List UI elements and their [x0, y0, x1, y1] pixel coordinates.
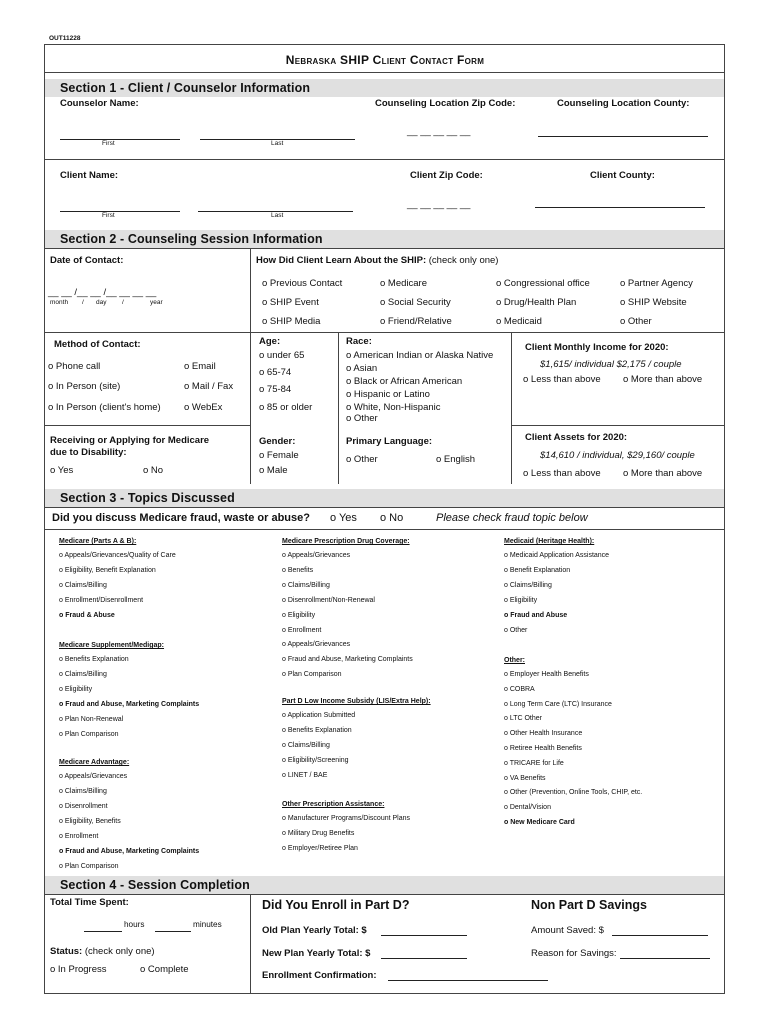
learn-option[interactable]: o Partner Agency: [620, 278, 693, 289]
medicare-ab-heading: Medicare (Parts A & B):: [59, 538, 137, 545]
client-county-field[interactable]: [535, 207, 705, 208]
learn-option[interactable]: o SHIP Media: [262, 316, 321, 327]
date-field[interactable]: __ __ /__ __ /__ __ __ __: [48, 287, 157, 298]
fraud-question: Did you discuss Medicare fraud, waste or abuse?: [52, 512, 310, 524]
date-label: Date of Contact:: [50, 255, 124, 266]
advantage-heading: Medicare Advantage:: [59, 759, 130, 766]
learn-option[interactable]: o Medicaid: [496, 316, 542, 327]
reason-label: Reason for Savings:: [531, 948, 617, 959]
other-heading: Other:: [504, 657, 525, 664]
client-zip-field[interactable]: __ __ __ __ __: [407, 199, 471, 210]
topic-option[interactable]: o New Medicare Card: [504, 819, 575, 826]
topic-option[interactable]: o Enrollment: [282, 626, 322, 634]
county-field[interactable]: [538, 136, 708, 137]
topic-option[interactable]: o TRICARE for Life: [504, 759, 564, 767]
last-caption: Last: [271, 140, 284, 147]
disability-yes[interactable]: o Yes: [50, 465, 74, 476]
learn-label: How Did Client Learn About the SHIP: (check only one): [256, 255, 499, 266]
gender-option[interactable]: o Male: [259, 465, 288, 476]
disability-label-2: due to Disability:: [50, 447, 127, 458]
assets-option[interactable]: o Less than above: [523, 468, 601, 479]
zip-label: Counseling Location Zip Code:: [375, 98, 516, 109]
topic-option[interactable]: o Eligibility: [504, 597, 538, 604]
savings-title: Non Part D Savings: [531, 898, 647, 912]
assets-option[interactable]: o More than above: [623, 468, 703, 479]
client-county-label: Client County:: [590, 170, 655, 181]
learn-option[interactable]: o SHIP Event: [262, 297, 319, 308]
topic-option[interactable]: o Claims/Billing: [504, 582, 552, 589]
age-option[interactable]: o 75-84: [259, 384, 292, 395]
topic-option[interactable]: o Long Term Care (LTC) Insurance: [504, 700, 612, 708]
disability-label: Receiving or Applying for Medicare: [50, 435, 210, 446]
topic-option[interactable]: o Claims/Billing: [59, 582, 107, 589]
topic-option[interactable]: o Plan Comparison: [59, 731, 119, 738]
method-option[interactable]: o WebEx: [184, 402, 223, 413]
topic-option[interactable]: o Enrollment: [59, 833, 99, 840]
new-plan-label: New Plan Yearly Total: $: [262, 948, 371, 959]
drug-coverage-heading: Medicare Prescription Drug Coverage:: [282, 538, 410, 545]
topic-option[interactable]: o Medicaid Application Assistance: [504, 552, 610, 559]
medigap-heading: Medicare Supplement/Medigap:: [59, 642, 165, 649]
gender-label: Gender:: [259, 436, 296, 447]
topic-option[interactable]: o Other: [504, 627, 528, 634]
income-option[interactable]: o Less than above: [523, 374, 601, 385]
method-option[interactable]: o Mail / Fax: [184, 381, 234, 392]
topic-option[interactable]: o Plan Comparison: [282, 671, 342, 679]
assets-label: Client Assets for 2020:: [525, 432, 628, 443]
race-label: Race:: [346, 336, 372, 347]
topic-option[interactable]: o Eligibility: [282, 611, 316, 619]
county-label: Counseling Location County:: [557, 98, 690, 109]
topic-option[interactable]: o Eligibility, Benefits: [59, 818, 121, 825]
minutes-field[interactable]: [155, 931, 191, 932]
status-complete[interactable]: o Complete: [140, 964, 189, 975]
client-first-field[interactable]: [60, 211, 180, 212]
status-label: Status: (check only one): [50, 946, 155, 957]
topic-option[interactable]: o Plan Non-Renewal: [59, 716, 124, 723]
topic-option[interactable]: o Manufacturer Programs/Discount Plans: [282, 815, 410, 822]
topic-option[interactable]: o Retiree Health Benefits: [504, 745, 582, 752]
race-option[interactable]: o Other: [346, 413, 378, 424]
topic-option[interactable]: o Fraud and Abuse, Marketing Complaints: [59, 701, 200, 708]
form-title: Nebraska SHIP Client Contact Form: [285, 53, 485, 67]
race-option[interactable]: o Hispanic or Latino: [346, 389, 430, 400]
client-name-label: Client Name:: [60, 170, 119, 181]
month-caption: month: [50, 299, 69, 306]
age-label: Age:: [259, 336, 281, 347]
topic-option[interactable]: o Benefits Explanation: [59, 656, 129, 663]
age-option[interactable]: o under 65: [259, 350, 305, 361]
amount-label: Amount Saved: $: [531, 925, 604, 936]
topic-option[interactable]: o Appeals/Grievances: [282, 552, 351, 559]
section-2-header: Section 2 - Counseling Session Information: [45, 230, 724, 248]
topic-option[interactable]: o Disenrollment/Non-Renewal: [282, 596, 375, 604]
topic-option[interactable]: o Appeals/Grievances/Quality of Care: [59, 552, 176, 559]
method-label: Method of Contact:: [54, 339, 141, 350]
topic-option[interactable]: o Claims/Billing: [282, 581, 330, 589]
language-option[interactable]: o English: [436, 454, 476, 465]
topic-option[interactable]: o Claims/Billing: [59, 671, 107, 678]
slash: /: [122, 299, 124, 306]
race-option[interactable]: o Black or African American: [346, 376, 463, 387]
form-id: OUT11228: [49, 35, 81, 42]
zip-field[interactable]: __ __ __ __ __: [407, 126, 471, 137]
topic-option[interactable]: o Other (Prevention, Online Tools, CHIP, etc.: [504, 789, 643, 797]
enroll-title: Did You Enroll in Part D?: [262, 898, 410, 912]
topic-option[interactable]: o Claims/Billing: [59, 788, 107, 795]
age-option[interactable]: o 65-74: [259, 367, 292, 378]
learn-option[interactable]: o Other: [620, 316, 652, 327]
topic-option[interactable]: o Appeals/Grievances: [59, 773, 128, 780]
topic-option[interactable]: o Application Submitted: [282, 712, 356, 719]
topic-option[interactable]: o Eligibility: [59, 686, 93, 693]
income-thresholds: $1,615/ individual $2,175 / couple: [540, 359, 682, 370]
topic-option[interactable]: o Claims/Billing: [282, 742, 330, 749]
other-rx-heading: Other Prescription Assistance:: [282, 801, 385, 808]
race-option[interactable]: o White, Non-Hispanic: [346, 402, 441, 413]
topic-option[interactable]: o Plan Comparison: [59, 863, 119, 870]
topic-option[interactable]: o LINET / BAE: [282, 772, 328, 779]
method-option[interactable]: o Email: [184, 361, 216, 372]
learn-option[interactable]: o Social Security: [380, 297, 451, 308]
gender-option[interactable]: o Female: [259, 450, 299, 461]
client-zip-label: Client Zip Code:: [410, 170, 483, 181]
year-caption: year: [150, 299, 163, 306]
method-option[interactable]: o Phone call: [48, 361, 101, 372]
language-label: Primary Language:: [346, 436, 433, 447]
learn-option[interactable]: o SHIP Website: [620, 297, 687, 308]
race-option[interactable]: o Asian: [346, 363, 378, 374]
topic-option[interactable]: o Military Drug Benefits: [282, 830, 355, 837]
topic-option[interactable]: o Eligibility, Benefit Explanation: [59, 567, 156, 574]
confirm-field[interactable]: [388, 980, 548, 981]
topic-option[interactable]: o Employer/Retiree Plan: [282, 845, 358, 852]
topic-option[interactable]: o Employer Health Benefits: [504, 671, 589, 678]
old-plan-field[interactable]: [381, 935, 467, 936]
topic-option[interactable]: o Fraud and Abuse, Marketing Complaints: [282, 656, 413, 664]
counselor-first-field[interactable]: [60, 139, 180, 140]
first-caption: First: [102, 212, 115, 219]
topic-option[interactable]: o VA Benefits: [504, 774, 546, 782]
section-4-header: Section 4 - Session Completion: [45, 876, 724, 894]
time-label: Total Time Spent:: [50, 897, 129, 908]
slash: /: [82, 299, 84, 306]
section-1-header: Section 1 - Client / Counselor Information: [45, 79, 724, 97]
topic-option[interactable]: o Fraud and Abuse, Marketing Complaints: [59, 848, 200, 855]
new-plan-field[interactable]: [381, 958, 467, 959]
old-plan-label: Old Plan Yearly Total: $: [262, 925, 367, 936]
fraud-note: Please check fraud topic below: [436, 512, 588, 524]
topic-option[interactable]: o COBRA: [504, 685, 535, 693]
topic-option[interactable]: o Disenrollment: [59, 803, 108, 810]
method-option[interactable]: o In Person (client's home): [48, 402, 161, 413]
income-label: Client Monthly Income for 2020:: [525, 342, 669, 353]
topic-option[interactable]: o Benefit Explanation: [504, 567, 571, 574]
counselor-name-label: Counselor Name:: [60, 98, 139, 109]
learn-option[interactable]: o Friend/Relative: [380, 316, 452, 327]
hours-caption: hours: [124, 920, 145, 929]
age-option[interactable]: o 85 or older: [259, 402, 313, 413]
topic-option[interactable]: o Enrollment/Disenrollment: [59, 597, 144, 604]
fraud-no[interactable]: o No: [380, 512, 404, 524]
reason-field[interactable]: [620, 958, 710, 959]
medicaid-heading: Medicaid (Heritage Health):: [504, 538, 595, 545]
assets-thresholds: $14,610 / individual, $29,160/ couple: [540, 450, 695, 461]
language-option[interactable]: o Other: [346, 454, 378, 465]
status-in-progress[interactable]: o In Progress: [50, 964, 107, 975]
last-caption: Last: [271, 212, 284, 219]
lis-heading: Part D Low Income Subsidy (LIS/Extra Help):: [282, 698, 431, 705]
fraud-yes[interactable]: o Yes: [330, 512, 357, 524]
disability-no[interactable]: o No: [143, 465, 164, 476]
topic-option[interactable]: o Fraud and Abuse: [504, 612, 568, 619]
method-option[interactable]: o In Person (site): [48, 381, 121, 392]
learn-option[interactable]: o Previous Contact: [262, 278, 343, 289]
learn-option[interactable]: o Medicare: [380, 278, 427, 289]
day-caption: day: [96, 299, 107, 306]
learn-option[interactable]: o Congressional office: [496, 278, 590, 289]
race-option[interactable]: o American Indian or Alaska Native: [346, 350, 494, 361]
amount-field[interactable]: [612, 935, 708, 936]
topic-option[interactable]: o Other Health Insurance: [504, 730, 583, 738]
section-3-header: Section 3 - Topics Discussed: [45, 489, 724, 507]
topic-option[interactable]: o Fraud & Abuse: [59, 612, 115, 619]
topic-option[interactable]: o Benefits: [282, 566, 314, 574]
income-option[interactable]: o More than above: [623, 374, 703, 385]
hours-field[interactable]: [84, 931, 122, 932]
topic-option[interactable]: o Benefits Explanation: [282, 727, 352, 734]
first-caption: First: [102, 140, 115, 147]
learn-option[interactable]: o Drug/Health Plan: [496, 297, 577, 308]
topic-option[interactable]: o LTC Other: [504, 715, 542, 723]
minutes-caption: minutes: [193, 920, 222, 929]
topic-option[interactable]: o Dental/Vision: [504, 804, 551, 812]
topic-option[interactable]: o Eligibility/Screening: [282, 757, 349, 764]
topic-option[interactable]: o Appeals/Grievances: [282, 641, 351, 649]
confirm-label: Enrollment Confirmation:: [262, 970, 377, 981]
